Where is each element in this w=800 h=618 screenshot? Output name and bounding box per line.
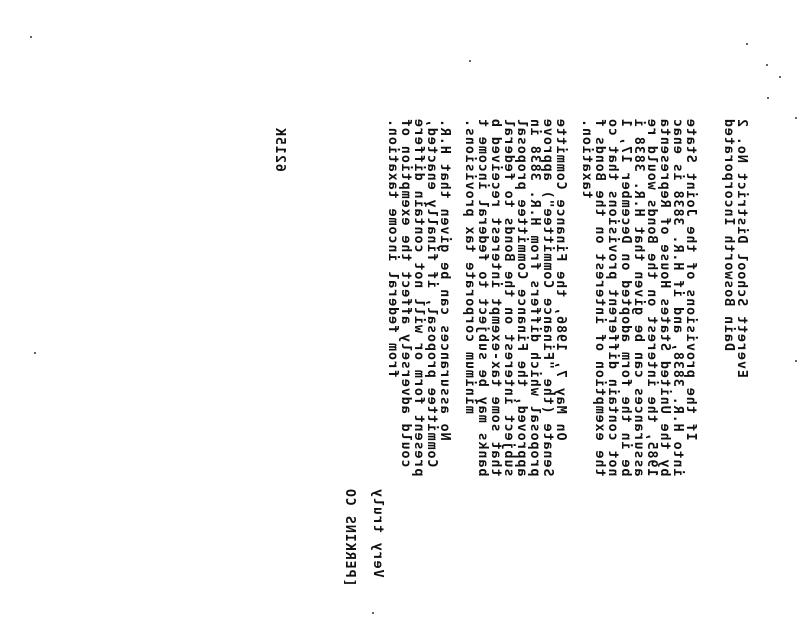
paragraph-1-line: not contain different provisions that co	[605, 118, 620, 477]
paragraph-1-line: the exemption of interest on the Bonds f	[592, 118, 607, 477]
header-line-1: Everett School District No. 2	[734, 118, 749, 378]
paragraph-2-line: Senate (the "Finance Committee") approve	[540, 118, 555, 477]
scan-speck	[30, 36, 32, 38]
closing-salutation: Very truly	[370, 488, 385, 578]
paragraph-3-line: present form or will not contain differe	[411, 118, 426, 477]
paragraph-1-line: assurances can be given that H.R. 3838 i	[631, 118, 646, 477]
scan-speck	[779, 76, 781, 78]
paragraph-1-line: taxation.	[579, 118, 594, 199]
paragraph-2-line: subject interest on the Bonds to federal	[501, 118, 516, 477]
paragraph-1-line: be in the form adopted on December 17, 1	[618, 118, 633, 477]
footer-code: 6215K	[272, 127, 287, 172]
paragraph-2-line: banks may be subject to federal income t	[475, 118, 490, 477]
scan-speck	[746, 43, 748, 45]
paragraph-1-line: by the United States House of Representa	[657, 118, 672, 477]
paragraph-1-line: 1985, the interest on the Bonds would re	[644, 118, 659, 477]
paragraph-1-line: If the provisions of the Joint State	[683, 118, 698, 486]
paragraph-3-line: Committee proposal, if finally enacted,	[424, 118, 439, 468]
header-line-2: Dain Bosworth Incorporated	[721, 118, 736, 352]
paragraph-3-line: could adversely affect the exemption of	[398, 118, 413, 468]
paragraph-2-line: On May 7, 1986, the Finance Committe	[553, 118, 568, 486]
scan-speck	[372, 612, 374, 614]
paragraph-2-line: proposal which differs from H.R. 3838 in	[527, 118, 542, 477]
paragraph-1-line: into H.R. 3838, and if H.R. 3838 is enac	[670, 118, 685, 477]
paragraph-2-line: approved, the Finance Committee proposal	[514, 118, 529, 477]
scan-speck	[767, 97, 769, 99]
scan-speck	[795, 117, 797, 119]
closing-firm: [PERKINS CO	[342, 488, 357, 587]
paragraph-2-line: minimum corporate tax provisions.	[462, 118, 477, 414]
paragraph-3-line: from federal income taxation.	[385, 118, 400, 378]
paragraph-3-line: No assurances can be given that H.R.	[437, 118, 452, 486]
scan-speck	[766, 64, 768, 66]
scan-speck	[469, 60, 471, 62]
scan-speck	[34, 352, 36, 354]
paragraph-2-line: that some tax-exempt interest received b	[488, 118, 503, 477]
scan-speck	[795, 360, 797, 362]
